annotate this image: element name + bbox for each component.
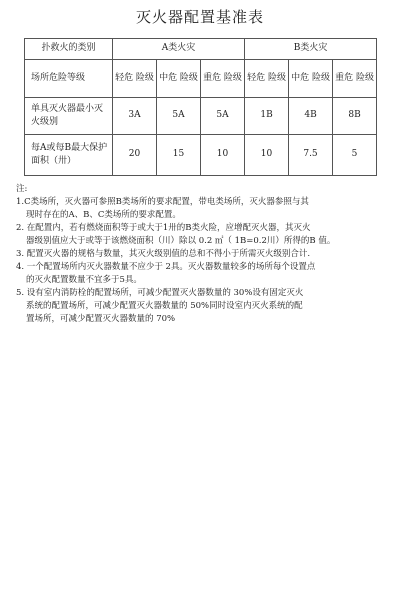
note-4-cont: 的灭火配置数量不宜多于5具。: [26, 275, 142, 285]
table-cell: 8B: [333, 98, 377, 135]
notes-heading: 注:: [16, 184, 28, 194]
class-a-header: A类火灾: [113, 39, 245, 60]
table-cell: 5: [333, 135, 377, 176]
page-title: 灭火器配置基准表: [135, 8, 264, 26]
table-header-row: [25, 39, 377, 60]
table-cell: 20: [113, 135, 157, 176]
hazard-level-label: 场所危险等级: [25, 60, 113, 98]
table-row: [25, 98, 377, 135]
note-4: 4. 一个配置场所内灭火器数量不应少于 2具。灭火器数量较多的场所每个设置点: [16, 262, 316, 272]
hazard-level-cell: 轻危 险级: [245, 60, 289, 98]
class-b-header: B类火灾: [245, 39, 377, 60]
hazard-level-cell: 中危 险级: [157, 60, 201, 98]
note-5: 5. 设有室内消防栓的配置场所，可减少配置灭火器数量的 30%设有固定灭火: [16, 288, 304, 298]
hazard-level-cell: 重危 险级: [333, 60, 377, 98]
note-2: 2. 在配置内，若有燃烧面积等于或大于1卅的B类火险，应增配灭火器，其灭火: [16, 223, 311, 233]
table-cell: 10: [201, 135, 245, 176]
table-cell: 10: [245, 135, 289, 176]
table-cell: 5A: [157, 98, 201, 135]
notes-section: [16, 183, 388, 326]
config-standard-table: [24, 38, 377, 176]
hazard-level-cell: 重危 险级: [201, 60, 245, 98]
hazard-level-cell: 轻危 险级: [113, 60, 157, 98]
table-cell: 5A: [201, 98, 245, 135]
table-cell: 7.5: [289, 135, 333, 176]
note-5-cont: 置场所，可减少配置灭火器数量的 70%: [26, 314, 176, 324]
table-cell: 3A: [113, 98, 157, 135]
max-area-label: 每A或每B最大保护面积（卅）: [25, 135, 113, 176]
note-5-cont: 系统的配置场所，可减少配置灭火器数量的 50%同时设室内灭火系统的配: [26, 301, 303, 311]
table-cell: 1B: [245, 98, 289, 135]
note-3: 3. 配置灭火器的规格与数量，其灭火级别值的总和不得小于所需灭火级别合计.: [16, 249, 311, 259]
note-2-cont: 器级别值应大于或等于该燃烧面积（川）除以 0.2 ㎡（ 1B=0.2川）所得的B 值。: [26, 236, 336, 246]
table-cell: 4B: [289, 98, 333, 135]
hazard-level-cell: 中危 险级: [289, 60, 333, 98]
fire-class-label: 扑救火的类别: [25, 39, 113, 60]
table-cell: 15: [157, 135, 201, 176]
hazard-level-row: [25, 60, 377, 98]
min-rating-label: 单具灭火器最小灭火级别: [25, 98, 113, 135]
note-1: 1.C类场所，灭火器可参照B类场所的要求配置，带电类场所，灭火器参照与其: [16, 197, 309, 207]
note-1-cont: 现时存在的A、B、C类场所的要求配置。: [26, 210, 181, 220]
table-row: [25, 135, 377, 176]
